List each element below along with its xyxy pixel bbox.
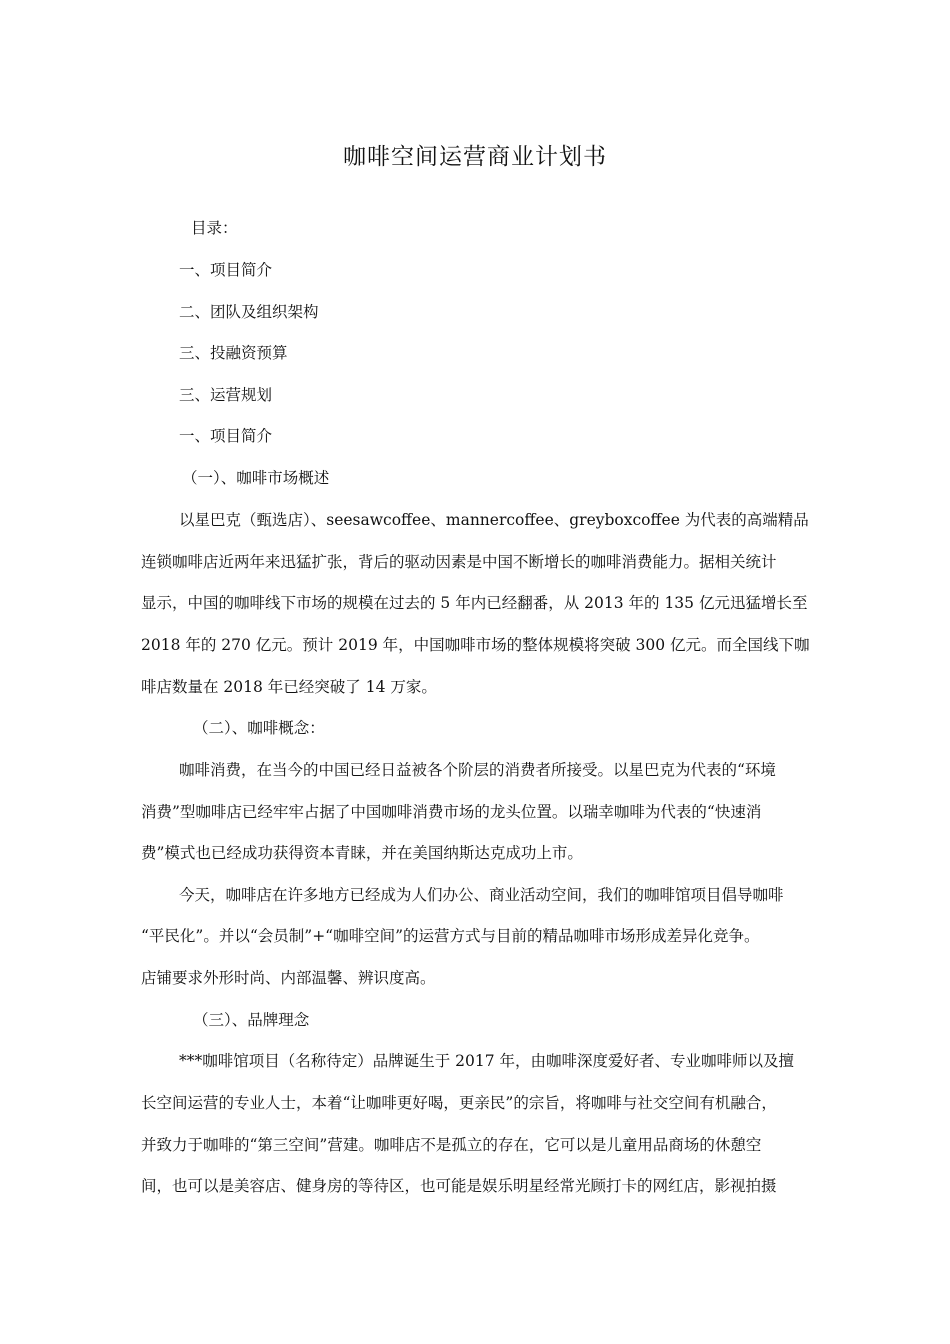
paragraph-line: ***咖啡馆项目（名称待定）品牌诞生于 2017 年，由咖啡深度爱好者、专业咖啡师以及擅 <box>179 1052 795 1070</box>
paragraph-line: 以星巴克（甄选店）、seesawcoffee、mannercoffee、greyboxcoffee 为代表的高端精品 <box>179 511 809 529</box>
paragraph-line: 消费”型咖啡店已经牢牢占据了中国咖啡消费市场的龙头位置。以瑞幸咖啡为代表的“快速消 <box>141 803 762 821</box>
subsection-heading: （二）、咖啡概念： <box>193 719 325 737</box>
paragraph-line: 店铺要求外形时尚、内部温馨、辨识度高。 <box>141 969 436 987</box>
toc-item: 一、项目简介 <box>179 261 273 279</box>
toc-label: 目录： <box>191 219 238 237</box>
toc-item: 三、投融资预算 <box>179 344 288 362</box>
paragraph-line: 咖啡消费，在当今的中国已经日益被各个阶层的消费者所接受。以星巴克为代表的“环境 <box>179 761 776 779</box>
subsection-heading: （一）、咖啡市场概述 <box>182 469 330 487</box>
subsection-heading: （三）、品牌理念 <box>193 1011 310 1029</box>
paragraph-line: 连锁咖啡店近两年来迅猛扩张，背后的驱动因素是中国不断增长的咖啡消费能力。据相关统计 <box>141 553 777 571</box>
section-heading: 一、项目简介 <box>179 427 273 445</box>
toc-item: 二、团队及组织架构 <box>179 303 319 321</box>
toc-item: 三、运营规划 <box>179 386 273 404</box>
document-title: 咖啡空间运营商业计划书 <box>343 144 607 170</box>
paragraph-line: 2018 年的 270 亿元。预计 2019 年，中国咖啡市场的整体规模将突破 300 亿元。而全国线下咖 <box>141 636 810 654</box>
paragraph-line: 间，也可以是美容店、健身房的等待区，也可能是娱乐明星经常光顾打卡的网红店，影视拍摄 <box>141 1177 777 1195</box>
paragraph-line: 并致力于咖啡的“第三空间”营建。咖啡店不是孤立的存在，它可以是儿童用品商场的休憩空 <box>141 1136 762 1154</box>
paragraph-line: 长空间运营的专业人士，本着“让咖啡更好喝，更亲民”的宗旨，将咖啡与社交空间有机融合， <box>141 1094 777 1112</box>
paragraph-line: 显示，中国的咖啡线下市场的规模在过去的 5 年内已经翻番，从 2013 年的 135 亿元迅猛增长至 <box>141 594 808 612</box>
paragraph-line: 啡店数量在 2018 年已经突破了 14 万家。 <box>141 678 437 696</box>
paragraph-line: “平民化”。并以“会员制”+“咖啡空间”的运营方式与目前的精品咖啡市场形成差异化竞争。 <box>141 927 760 945</box>
paragraph-line: 今天，咖啡店在许多地方已经成为人们办公、商业活动空间，我们的咖啡馆项目倡导咖啡 <box>179 886 784 904</box>
paragraph-line: 费”模式也已经成功获得资本青睐，并在美国纳斯达克成功上市。 <box>141 844 583 862</box>
